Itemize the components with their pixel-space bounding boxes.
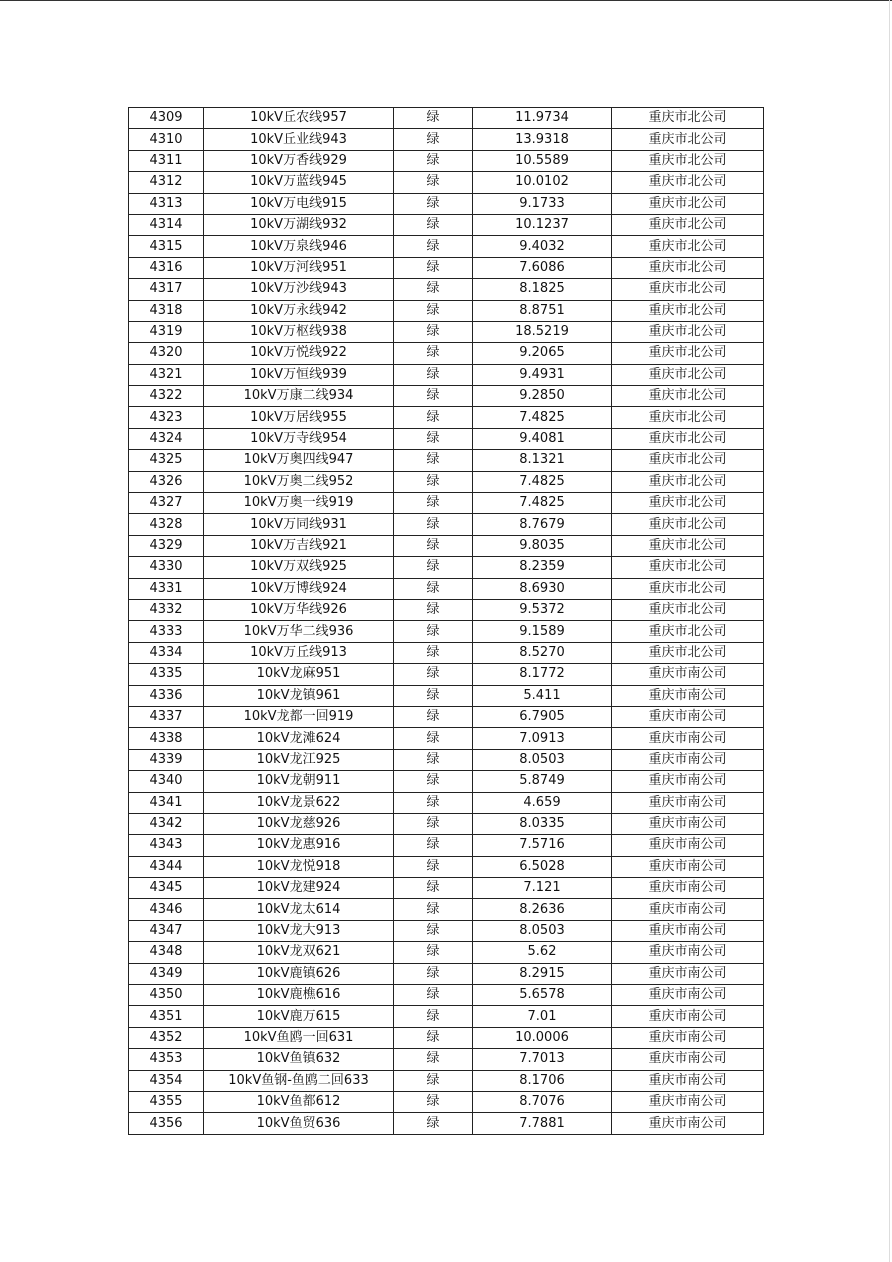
cell-value: 8.0503 bbox=[473, 920, 612, 941]
table-row bbox=[129, 1027, 764, 1048]
table-row bbox=[129, 343, 764, 364]
cell-status: 绿 bbox=[394, 942, 473, 963]
cell-value: 4.659 bbox=[473, 792, 612, 813]
table-row bbox=[129, 471, 764, 492]
cell-status: 绿 bbox=[394, 493, 473, 514]
cell-line-name: 10kV万华线926 bbox=[204, 599, 394, 620]
cell-line-name: 10kV鱼贸636 bbox=[204, 1113, 394, 1134]
cell-company: 重庆市北公司 bbox=[612, 279, 764, 300]
cell-company: 重庆市北公司 bbox=[612, 193, 764, 214]
cell-company: 重庆市北公司 bbox=[612, 450, 764, 471]
cell-company: 重庆市南公司 bbox=[612, 1113, 764, 1134]
table-row bbox=[129, 728, 764, 749]
cell-index: 4317 bbox=[129, 279, 204, 300]
cell-company: 重庆市南公司 bbox=[612, 685, 764, 706]
table-row bbox=[129, 664, 764, 685]
cell-index: 4348 bbox=[129, 942, 204, 963]
cell-company: 重庆市南公司 bbox=[612, 835, 764, 856]
cell-index: 4349 bbox=[129, 963, 204, 984]
cell-index: 4339 bbox=[129, 749, 204, 770]
cell-index: 4335 bbox=[129, 664, 204, 685]
cell-value: 6.7905 bbox=[473, 706, 612, 727]
cell-value: 5.6578 bbox=[473, 985, 612, 1006]
cell-line-name: 10kV万双线925 bbox=[204, 557, 394, 578]
cell-value: 10.0006 bbox=[473, 1027, 612, 1048]
table-row bbox=[129, 792, 764, 813]
cell-company: 重庆市南公司 bbox=[612, 1091, 764, 1112]
cell-line-name: 10kV龙双621 bbox=[204, 942, 394, 963]
table-row bbox=[129, 279, 764, 300]
cell-line-name: 10kV万华二线936 bbox=[204, 621, 394, 642]
cell-value: 7.7013 bbox=[473, 1049, 612, 1070]
cell-status: 绿 bbox=[394, 664, 473, 685]
cell-line-name: 10kV丘业线943 bbox=[204, 129, 394, 150]
cell-index: 4341 bbox=[129, 792, 204, 813]
table-row bbox=[129, 642, 764, 663]
cell-status: 绿 bbox=[394, 407, 473, 428]
cell-status: 绿 bbox=[394, 1113, 473, 1134]
cell-line-name: 10kV万河线951 bbox=[204, 257, 394, 278]
cell-line-name: 10kV万电线915 bbox=[204, 193, 394, 214]
cell-status: 绿 bbox=[394, 685, 473, 706]
cell-index: 4355 bbox=[129, 1091, 204, 1112]
cell-index: 4340 bbox=[129, 771, 204, 792]
cell-status: 绿 bbox=[394, 214, 473, 235]
cell-index: 4350 bbox=[129, 985, 204, 1006]
page-right-border bbox=[889, 0, 890, 1262]
cell-value: 10.1237 bbox=[473, 214, 612, 235]
cell-line-name: 10kV鹿万615 bbox=[204, 1006, 394, 1027]
cell-index: 4323 bbox=[129, 407, 204, 428]
cell-company: 重庆市北公司 bbox=[612, 514, 764, 535]
cell-value: 9.4032 bbox=[473, 236, 612, 257]
cell-status: 绿 bbox=[394, 749, 473, 770]
cell-status: 绿 bbox=[394, 728, 473, 749]
cell-line-name: 10kV万居线955 bbox=[204, 407, 394, 428]
cell-index: 4315 bbox=[129, 236, 204, 257]
cell-status: 绿 bbox=[394, 150, 473, 171]
cell-line-name: 10kV鱼鸥一回631 bbox=[204, 1027, 394, 1048]
cell-status: 绿 bbox=[394, 236, 473, 257]
cell-status: 绿 bbox=[394, 878, 473, 899]
cell-company: 重庆市北公司 bbox=[612, 321, 764, 342]
cell-status: 绿 bbox=[394, 706, 473, 727]
cell-index: 4338 bbox=[129, 728, 204, 749]
cell-index: 4347 bbox=[129, 920, 204, 941]
cell-value: 9.8035 bbox=[473, 535, 612, 556]
table-row bbox=[129, 150, 764, 171]
cell-line-name: 10kV万枢线938 bbox=[204, 321, 394, 342]
cell-company: 重庆市北公司 bbox=[612, 343, 764, 364]
cell-company: 重庆市北公司 bbox=[612, 257, 764, 278]
cell-status: 绿 bbox=[394, 771, 473, 792]
cell-line-name: 10kV龙太614 bbox=[204, 899, 394, 920]
cell-index: 4344 bbox=[129, 856, 204, 877]
cell-index: 4311 bbox=[129, 150, 204, 171]
cell-status: 绿 bbox=[394, 920, 473, 941]
cell-value: 7.01 bbox=[473, 1006, 612, 1027]
cell-company: 重庆市北公司 bbox=[612, 557, 764, 578]
cell-index: 4351 bbox=[129, 1006, 204, 1027]
cell-index: 4314 bbox=[129, 214, 204, 235]
cell-index: 4329 bbox=[129, 535, 204, 556]
cell-value: 8.6930 bbox=[473, 578, 612, 599]
cell-company: 重庆市南公司 bbox=[612, 1006, 764, 1027]
cell-index: 4327 bbox=[129, 493, 204, 514]
cell-value: 8.7076 bbox=[473, 1091, 612, 1112]
cell-status: 绿 bbox=[394, 621, 473, 642]
cell-company: 重庆市南公司 bbox=[612, 813, 764, 834]
cell-index: 4332 bbox=[129, 599, 204, 620]
cell-line-name: 10kV龙滩624 bbox=[204, 728, 394, 749]
cell-index: 4336 bbox=[129, 685, 204, 706]
table-row bbox=[129, 428, 764, 449]
table-row bbox=[129, 942, 764, 963]
feeder-line-table bbox=[128, 107, 764, 1135]
cell-status: 绿 bbox=[394, 343, 473, 364]
cell-line-name: 10kV鱼都612 bbox=[204, 1091, 394, 1112]
table-row bbox=[129, 300, 764, 321]
table-row bbox=[129, 535, 764, 556]
cell-line-name: 10kV龙景622 bbox=[204, 792, 394, 813]
cell-status: 绿 bbox=[394, 856, 473, 877]
table-row bbox=[129, 599, 764, 620]
table-row bbox=[129, 1113, 764, 1134]
cell-status: 绿 bbox=[394, 1027, 473, 1048]
table-row bbox=[129, 771, 764, 792]
cell-status: 绿 bbox=[394, 257, 473, 278]
cell-value: 18.5219 bbox=[473, 321, 612, 342]
table-row bbox=[129, 321, 764, 342]
cell-line-name: 10kV龙建924 bbox=[204, 878, 394, 899]
cell-company: 重庆市南公司 bbox=[612, 792, 764, 813]
cell-status: 绿 bbox=[394, 364, 473, 385]
cell-company: 重庆市北公司 bbox=[612, 172, 764, 193]
cell-value: 8.0503 bbox=[473, 749, 612, 770]
cell-status: 绿 bbox=[394, 108, 473, 129]
table-row bbox=[129, 813, 764, 834]
cell-company: 重庆市南公司 bbox=[612, 963, 764, 984]
table-row bbox=[129, 450, 764, 471]
table-row bbox=[129, 493, 764, 514]
cell-status: 绿 bbox=[394, 471, 473, 492]
table-row bbox=[129, 878, 764, 899]
cell-company: 重庆市北公司 bbox=[612, 428, 764, 449]
table-row bbox=[129, 621, 764, 642]
cell-value: 9.2850 bbox=[473, 386, 612, 407]
table-row bbox=[129, 963, 764, 984]
table-row bbox=[129, 407, 764, 428]
cell-line-name: 10kV万沙线943 bbox=[204, 279, 394, 300]
table-row bbox=[129, 1049, 764, 1070]
cell-index: 4330 bbox=[129, 557, 204, 578]
cell-value: 8.7679 bbox=[473, 514, 612, 535]
cell-line-name: 10kV鱼镇632 bbox=[204, 1049, 394, 1070]
table-row bbox=[129, 386, 764, 407]
table-row bbox=[129, 108, 764, 129]
cell-index: 4316 bbox=[129, 257, 204, 278]
cell-company: 重庆市南公司 bbox=[612, 664, 764, 685]
cell-status: 绿 bbox=[394, 578, 473, 599]
cell-line-name: 10kV龙都一回919 bbox=[204, 706, 394, 727]
cell-company: 重庆市南公司 bbox=[612, 1049, 764, 1070]
cell-line-name: 10kV鱼钢-鱼鸥二回633 bbox=[204, 1070, 394, 1091]
cell-line-name: 10kV龙朝911 bbox=[204, 771, 394, 792]
cell-index: 4333 bbox=[129, 621, 204, 642]
cell-status: 绿 bbox=[394, 835, 473, 856]
cell-company: 重庆市南公司 bbox=[612, 920, 764, 941]
cell-value: 8.1825 bbox=[473, 279, 612, 300]
cell-index: 4324 bbox=[129, 428, 204, 449]
cell-company: 重庆市南公司 bbox=[612, 728, 764, 749]
cell-index: 4354 bbox=[129, 1070, 204, 1091]
table-row bbox=[129, 985, 764, 1006]
cell-index: 4353 bbox=[129, 1049, 204, 1070]
cell-line-name: 10kV龙惠916 bbox=[204, 835, 394, 856]
cell-company: 重庆市北公司 bbox=[612, 150, 764, 171]
table-row bbox=[129, 856, 764, 877]
table-row bbox=[129, 1070, 764, 1091]
cell-company: 重庆市北公司 bbox=[612, 535, 764, 556]
cell-index: 4337 bbox=[129, 706, 204, 727]
cell-value: 8.0335 bbox=[473, 813, 612, 834]
cell-status: 绿 bbox=[394, 599, 473, 620]
cell-company: 重庆市南公司 bbox=[612, 771, 764, 792]
cell-value: 10.5589 bbox=[473, 150, 612, 171]
cell-status: 绿 bbox=[394, 557, 473, 578]
cell-line-name: 10kV万湖线932 bbox=[204, 214, 394, 235]
cell-index: 4334 bbox=[129, 642, 204, 663]
cell-value: 8.1321 bbox=[473, 450, 612, 471]
cell-index: 4318 bbox=[129, 300, 204, 321]
cell-value: 7.4825 bbox=[473, 471, 612, 492]
table-row bbox=[129, 1006, 764, 1027]
cell-value: 11.9734 bbox=[473, 108, 612, 129]
cell-line-name: 10kV万恒线939 bbox=[204, 364, 394, 385]
table-row bbox=[129, 685, 764, 706]
cell-value: 10.0102 bbox=[473, 172, 612, 193]
cell-line-name: 10kV万香线929 bbox=[204, 150, 394, 171]
table-row bbox=[129, 214, 764, 235]
cell-line-name: 10kV万蓝线945 bbox=[204, 172, 394, 193]
cell-company: 重庆市南公司 bbox=[612, 899, 764, 920]
cell-status: 绿 bbox=[394, 1070, 473, 1091]
cell-index: 4326 bbox=[129, 471, 204, 492]
cell-status: 绿 bbox=[394, 1091, 473, 1112]
cell-company: 重庆市北公司 bbox=[612, 407, 764, 428]
cell-value: 13.9318 bbox=[473, 129, 612, 150]
cell-status: 绿 bbox=[394, 193, 473, 214]
cell-index: 4325 bbox=[129, 450, 204, 471]
table-row bbox=[129, 193, 764, 214]
cell-line-name: 10kV鹿樵616 bbox=[204, 985, 394, 1006]
table-row bbox=[129, 578, 764, 599]
cell-line-name: 10kV万永线942 bbox=[204, 300, 394, 321]
cell-value: 8.2636 bbox=[473, 899, 612, 920]
table-row bbox=[129, 257, 764, 278]
cell-status: 绿 bbox=[394, 450, 473, 471]
cell-company: 重庆市南公司 bbox=[612, 749, 764, 770]
cell-status: 绿 bbox=[394, 1049, 473, 1070]
cell-company: 重庆市北公司 bbox=[612, 493, 764, 514]
table-row bbox=[129, 557, 764, 578]
cell-company: 重庆市北公司 bbox=[612, 364, 764, 385]
cell-value: 8.8751 bbox=[473, 300, 612, 321]
cell-company: 重庆市南公司 bbox=[612, 1027, 764, 1048]
cell-status: 绿 bbox=[394, 514, 473, 535]
cell-value: 5.411 bbox=[473, 685, 612, 706]
table-row bbox=[129, 1091, 764, 1112]
cell-index: 4313 bbox=[129, 193, 204, 214]
cell-line-name: 10kV龙江925 bbox=[204, 749, 394, 770]
table-row bbox=[129, 835, 764, 856]
cell-status: 绿 bbox=[394, 1006, 473, 1027]
cell-index: 4342 bbox=[129, 813, 204, 834]
cell-company: 重庆市北公司 bbox=[612, 300, 764, 321]
cell-line-name: 10kV万同线931 bbox=[204, 514, 394, 535]
cell-company: 重庆市北公司 bbox=[612, 621, 764, 642]
cell-company: 重庆市北公司 bbox=[612, 599, 764, 620]
cell-status: 绿 bbox=[394, 300, 473, 321]
cell-company: 重庆市北公司 bbox=[612, 129, 764, 150]
cell-index: 4319 bbox=[129, 321, 204, 342]
cell-value: 9.1733 bbox=[473, 193, 612, 214]
cell-status: 绿 bbox=[394, 321, 473, 342]
cell-company: 重庆市南公司 bbox=[612, 942, 764, 963]
cell-company: 重庆市北公司 bbox=[612, 642, 764, 663]
cell-value: 7.5716 bbox=[473, 835, 612, 856]
cell-company: 重庆市南公司 bbox=[612, 985, 764, 1006]
cell-line-name: 10kV龙镇961 bbox=[204, 685, 394, 706]
cell-status: 绿 bbox=[394, 792, 473, 813]
cell-value: 8.1772 bbox=[473, 664, 612, 685]
cell-index: 4312 bbox=[129, 172, 204, 193]
cell-index: 4320 bbox=[129, 343, 204, 364]
cell-line-name: 10kV丘农线957 bbox=[204, 108, 394, 129]
cell-value: 8.5270 bbox=[473, 642, 612, 663]
cell-value: 8.2915 bbox=[473, 963, 612, 984]
cell-line-name: 10kV万奥二线952 bbox=[204, 471, 394, 492]
cell-value: 5.62 bbox=[473, 942, 612, 963]
cell-company: 重庆市南公司 bbox=[612, 706, 764, 727]
cell-value: 7.4825 bbox=[473, 407, 612, 428]
cell-line-name: 10kV龙麻951 bbox=[204, 664, 394, 685]
cell-value: 8.1706 bbox=[473, 1070, 612, 1091]
cell-value: 7.0913 bbox=[473, 728, 612, 749]
cell-index: 4331 bbox=[129, 578, 204, 599]
cell-index: 4352 bbox=[129, 1027, 204, 1048]
page-top-border bbox=[0, 0, 892, 1]
cell-company: 重庆市北公司 bbox=[612, 471, 764, 492]
cell-index: 4356 bbox=[129, 1113, 204, 1134]
cell-line-name: 10kV万奥一线919 bbox=[204, 493, 394, 514]
cell-status: 绿 bbox=[394, 963, 473, 984]
cell-value: 9.1589 bbox=[473, 621, 612, 642]
table-row bbox=[129, 749, 764, 770]
cell-value: 7.7881 bbox=[473, 1113, 612, 1134]
table-row bbox=[129, 172, 764, 193]
cell-company: 重庆市北公司 bbox=[612, 236, 764, 257]
cell-line-name: 10kV万吉线921 bbox=[204, 535, 394, 556]
table-row bbox=[129, 899, 764, 920]
cell-status: 绿 bbox=[394, 428, 473, 449]
table-row bbox=[129, 129, 764, 150]
cell-line-name: 10kV万丘线913 bbox=[204, 642, 394, 663]
cell-value: 7.121 bbox=[473, 878, 612, 899]
cell-status: 绿 bbox=[394, 129, 473, 150]
cell-line-name: 10kV万寺线954 bbox=[204, 428, 394, 449]
cell-line-name: 10kV龙悦918 bbox=[204, 856, 394, 877]
cell-value: 9.4081 bbox=[473, 428, 612, 449]
cell-value: 6.5028 bbox=[473, 856, 612, 877]
cell-value: 9.4931 bbox=[473, 364, 612, 385]
cell-company: 重庆市南公司 bbox=[612, 1070, 764, 1091]
table-row bbox=[129, 920, 764, 941]
cell-company: 重庆市北公司 bbox=[612, 214, 764, 235]
cell-line-name: 10kV鹿镇626 bbox=[204, 963, 394, 984]
cell-status: 绿 bbox=[394, 172, 473, 193]
cell-value: 5.8749 bbox=[473, 771, 612, 792]
cell-line-name: 10kV万悦线922 bbox=[204, 343, 394, 364]
cell-value: 8.2359 bbox=[473, 557, 612, 578]
cell-status: 绿 bbox=[394, 899, 473, 920]
cell-index: 4346 bbox=[129, 899, 204, 920]
cell-value: 7.6086 bbox=[473, 257, 612, 278]
cell-company: 重庆市北公司 bbox=[612, 578, 764, 599]
cell-value: 7.4825 bbox=[473, 493, 612, 514]
table-row bbox=[129, 236, 764, 257]
cell-status: 绿 bbox=[394, 642, 473, 663]
cell-index: 4345 bbox=[129, 878, 204, 899]
cell-company: 重庆市南公司 bbox=[612, 878, 764, 899]
cell-status: 绿 bbox=[394, 813, 473, 834]
cell-company: 重庆市北公司 bbox=[612, 108, 764, 129]
cell-index: 4343 bbox=[129, 835, 204, 856]
cell-line-name: 10kV龙大913 bbox=[204, 920, 394, 941]
cell-value: 9.2065 bbox=[473, 343, 612, 364]
cell-line-name: 10kV万博线924 bbox=[204, 578, 394, 599]
table-row bbox=[129, 364, 764, 385]
cell-status: 绿 bbox=[394, 985, 473, 1006]
cell-status: 绿 bbox=[394, 279, 473, 300]
table-row bbox=[129, 514, 764, 535]
cell-line-name: 10kV万康二线934 bbox=[204, 386, 394, 407]
cell-line-name: 10kV万泉线946 bbox=[204, 236, 394, 257]
cell-index: 4322 bbox=[129, 386, 204, 407]
cell-index: 4309 bbox=[129, 108, 204, 129]
cell-index: 4328 bbox=[129, 514, 204, 535]
cell-status: 绿 bbox=[394, 386, 473, 407]
cell-index: 4310 bbox=[129, 129, 204, 150]
cell-status: 绿 bbox=[394, 535, 473, 556]
cell-value: 9.5372 bbox=[473, 599, 612, 620]
table-body bbox=[129, 108, 764, 1135]
cell-company: 重庆市南公司 bbox=[612, 856, 764, 877]
cell-index: 4321 bbox=[129, 364, 204, 385]
cell-line-name: 10kV龙慈926 bbox=[204, 813, 394, 834]
cell-company: 重庆市北公司 bbox=[612, 386, 764, 407]
cell-line-name: 10kV万奥四线947 bbox=[204, 450, 394, 471]
table-row bbox=[129, 706, 764, 727]
